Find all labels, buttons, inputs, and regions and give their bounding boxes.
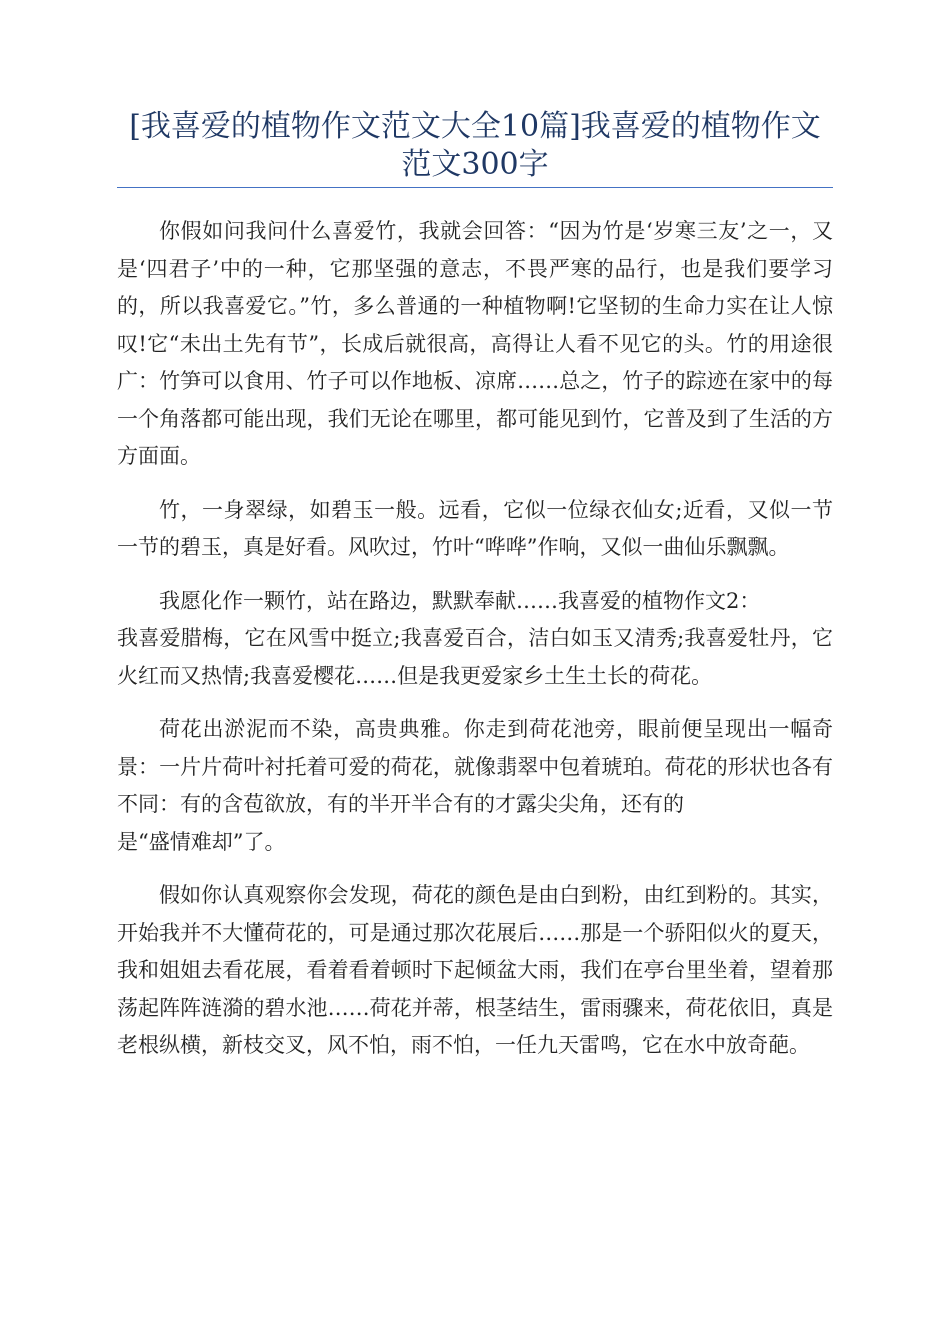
paragraph-4-text: 荷花出淤泥而不染，高贵典雅。你走到荷花池旁，眼前便呈现出一幅奇景：一片片荷叶衬托着可爱的荷花，就像翡翠中包着琥珀。荷花的形状也各有不同：有的含苞欲放，有的半开半合有的才露尖尖角，还有的 [117, 717, 833, 816]
paragraph-4-continuation: 是“盛情难却”了。 [117, 829, 286, 854]
paragraph-1: 你假如问我问什么喜爱竹，我就会回答：“因为竹是‘岁寒三友’之一，又是‘四君子’中的一种，它那坚强的意志，不畏严寒的品行，也是我们要学习的，所以我喜爱它。”竹，多么普通的一种植物啊!它坚韧的生命力实在让人惊叹!它“未出土先有节”，长成后就很高，高得让人看不见它的头。竹的用途很广：竹笋可以食用、竹子可以作地板、凉席……总之，竹子的踪迹在家中的每一个角落都可能出现，我们无论在哪里，都可能见到竹，它普及到了生活的方方面面。 [117, 219, 833, 468]
paragraph-3-continuation: 我喜爱腊梅，它在风雪中挺立;我喜爱百合，洁白如玉又清秀;我喜爱牡丹，它火红而又热情;我喜爱樱花……但是我更爱家乡土生土长的荷花。 [117, 626, 833, 688]
paragraph-5: 假如你认真观察你会发现，荷花的颜色是由白到粉，由红到粉的。其实，开始我并不大懂荷花的，可是通过那次花展后……那是一个骄阳似火的夏天，我和姐姐去看花展，看着看着顿时下起倾盆大雨，我们在亭台里坐着，望着那荡起阵阵涟漪的碧水池……荷花并蒂，根茎结生，雷雨骤来，荷花依旧，真是老根纵横，新枝交叉，风不怕，雨不怕，一任九天雷鸣，它在水中放奇葩。 [117, 883, 833, 1057]
document-title: [我喜爱的植物作文范文大全10篇]我喜爱的植物作文范文300字 [117, 108, 833, 188]
paragraph-3 [117, 583, 833, 696]
paragraph-4 [117, 711, 833, 861]
paragraph-2: 竹，一身翠绿，如碧玉一般。远看，它似一位绿衣仙女;近看，又似一节一节的碧玉，真是好看。风吹过，竹叶“哗哗”作响，又似一曲仙乐飘飘。 [117, 497, 833, 559]
paragraph-3-text: 我愿化作一颗竹，站在路边，默默奉献……我喜爱的植物作文2： [159, 588, 761, 613]
document-body [117, 213, 833, 1065]
